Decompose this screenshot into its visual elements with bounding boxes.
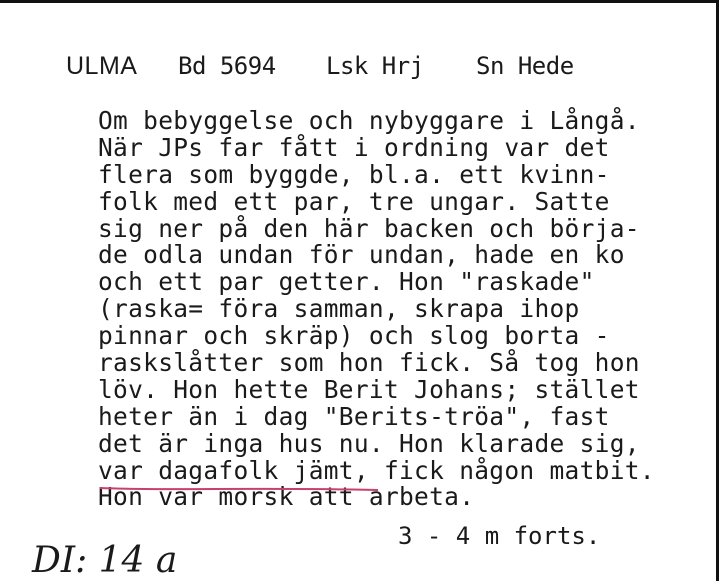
handwritten-code-text: DI: 14 a xyxy=(32,540,178,580)
text-line: och ett par getter. Hon "raskade" xyxy=(98,267,595,297)
continuation-note: 3 - 4 m forts. xyxy=(398,522,601,550)
text-line: det är inga hus nu. Hon klarade sig, xyxy=(98,428,640,458)
card-header xyxy=(66,52,574,82)
text-line: pinnar och skräp) och slog borta - xyxy=(98,321,610,351)
parish-code: Sn Hede xyxy=(476,52,574,80)
text-line: När JPs far fått i ordning var det xyxy=(98,132,610,162)
card-top-edge xyxy=(0,0,719,3)
text-line: de odla undan för undan, hade en ko xyxy=(98,240,625,270)
county-code: Lsk Hrj xyxy=(326,52,424,80)
text-line: löv. Hon hette Berit Johans; stället xyxy=(98,374,640,404)
red-underline-mark xyxy=(100,486,378,492)
archive-name: ULMA xyxy=(66,52,138,80)
volume-number: Bd 5694 xyxy=(178,52,276,80)
text-line: sig ner på den här backen och börja- xyxy=(98,213,640,243)
text-line: folk med ett par, tre ungar. Satte xyxy=(98,186,610,216)
text-line: Om bebyggelse och nybyggare i Långå. xyxy=(98,106,640,135)
record-text xyxy=(98,108,655,511)
text-line: Hon var morsk att arbeta. xyxy=(98,482,475,512)
text-line: heter än i dag "Berits-tröa", fast xyxy=(98,401,610,431)
text-line: raskslåtter som hon fick. Så tog hon xyxy=(98,348,640,378)
text-line: var dagafolk jämt, fick någon matbit. xyxy=(98,455,655,485)
text-line: (raska= föra samman, skrapa ihop xyxy=(98,294,580,324)
text-line: flera som byggde, bl.a. ett kvinn- xyxy=(98,159,610,189)
handwritten-classification xyxy=(30,534,220,580)
